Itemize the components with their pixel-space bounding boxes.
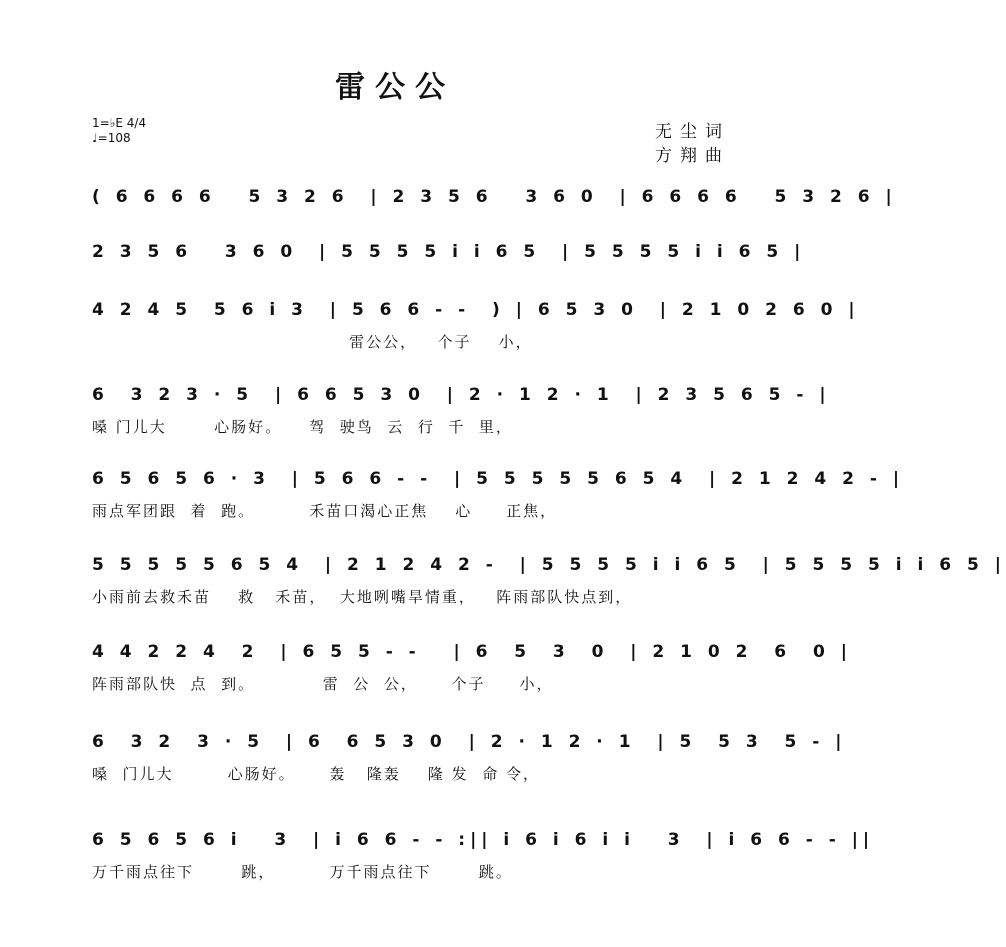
lyrics-line: 雷公公， 个子 小， <box>92 333 533 351</box>
notes-line: 5 5 5 5 5 6 5 4 | 2 1 2 4 2 - | 5 5 5 5 i i 6 5 | 5 5 5 5 i i 6 5 | <box>92 555 1006 575</box>
lyrics-line: 小雨前去救禾苗 救 禾苗， 大地咧嘴旱情重， 阵雨部队快点到， <box>92 588 633 606</box>
notes-line: 4 4 2 2 4 2 | 6 5 5 - - | 6 5 3 0 | 2 1 0 2 6 0 | <box>92 642 852 662</box>
lyrics-line: 嗓 门儿大 心肠好。 轰 隆轰 隆 发 命 令， <box>92 765 540 783</box>
tempo-key-block <box>92 116 146 146</box>
credits <box>655 120 730 168</box>
lyrics-line: 万千雨点往下 跳， 万千雨点往下 跳。 <box>92 863 513 881</box>
notes-line: 6 3 2 3 · 5 | 6 6 5 3 0 | 2 · 1 2 · 1 | 5 5 3 5 - | <box>92 732 847 752</box>
lyrics-line: 阵雨部队快 点 到。 雷 公 公， 个子 小， <box>92 675 554 693</box>
key-signature: 1=♭E 4/4 <box>92 116 147 130</box>
time-signature: 4/4 <box>126 116 147 130</box>
notes-line: 4 2 4 5 5 6 i 3 | 5 6 6 - - ) | 6 5 3 0 | 2 1 0 2 6 0 | <box>92 300 860 320</box>
tempo-marking: ♩=108 <box>92 131 131 145</box>
lyrics-line: 嗓 门儿大 心肠好。 驾 驶鸟 云 行 千 里， <box>92 418 513 436</box>
notes-line: 6 5 6 5 6 · 3 | 5 6 6 - - | 5 5 5 5 5 6 5 4 | 2 1 2 4 2 - | <box>92 469 905 489</box>
lyricist-credit: 无尘词 <box>655 122 730 142</box>
notes-line: 2 3 5 6 3 6 0 | 5 5 5 5 i i 6 5 | 5 5 5 5 i i 6 5 | <box>92 242 806 262</box>
lyrics-line: 雨点军团跟 着 跑。 禾苗口渴心正焦 心 正焦， <box>92 502 558 520</box>
notes-line: ( 6 6 6 6 5 3 2 6 | 2 3 5 6 3 6 0 | 6 6 6 6 5 3 2 6 | <box>92 187 897 207</box>
song-title: 雷公公 <box>335 70 455 105</box>
composer-credit: 方翔曲 <box>655 146 730 166</box>
notes-line: 6 5 6 5 6 i 3 | i 6 6 - - :|| i 6 i 6 i i 3 | i 6 6 - - || <box>92 830 875 850</box>
notes-line: 6 3 2 3 · 5 | 6 6 5 3 0 | 2 · 1 2 · 1 | 2 3 5 6 5 - | <box>92 385 831 405</box>
